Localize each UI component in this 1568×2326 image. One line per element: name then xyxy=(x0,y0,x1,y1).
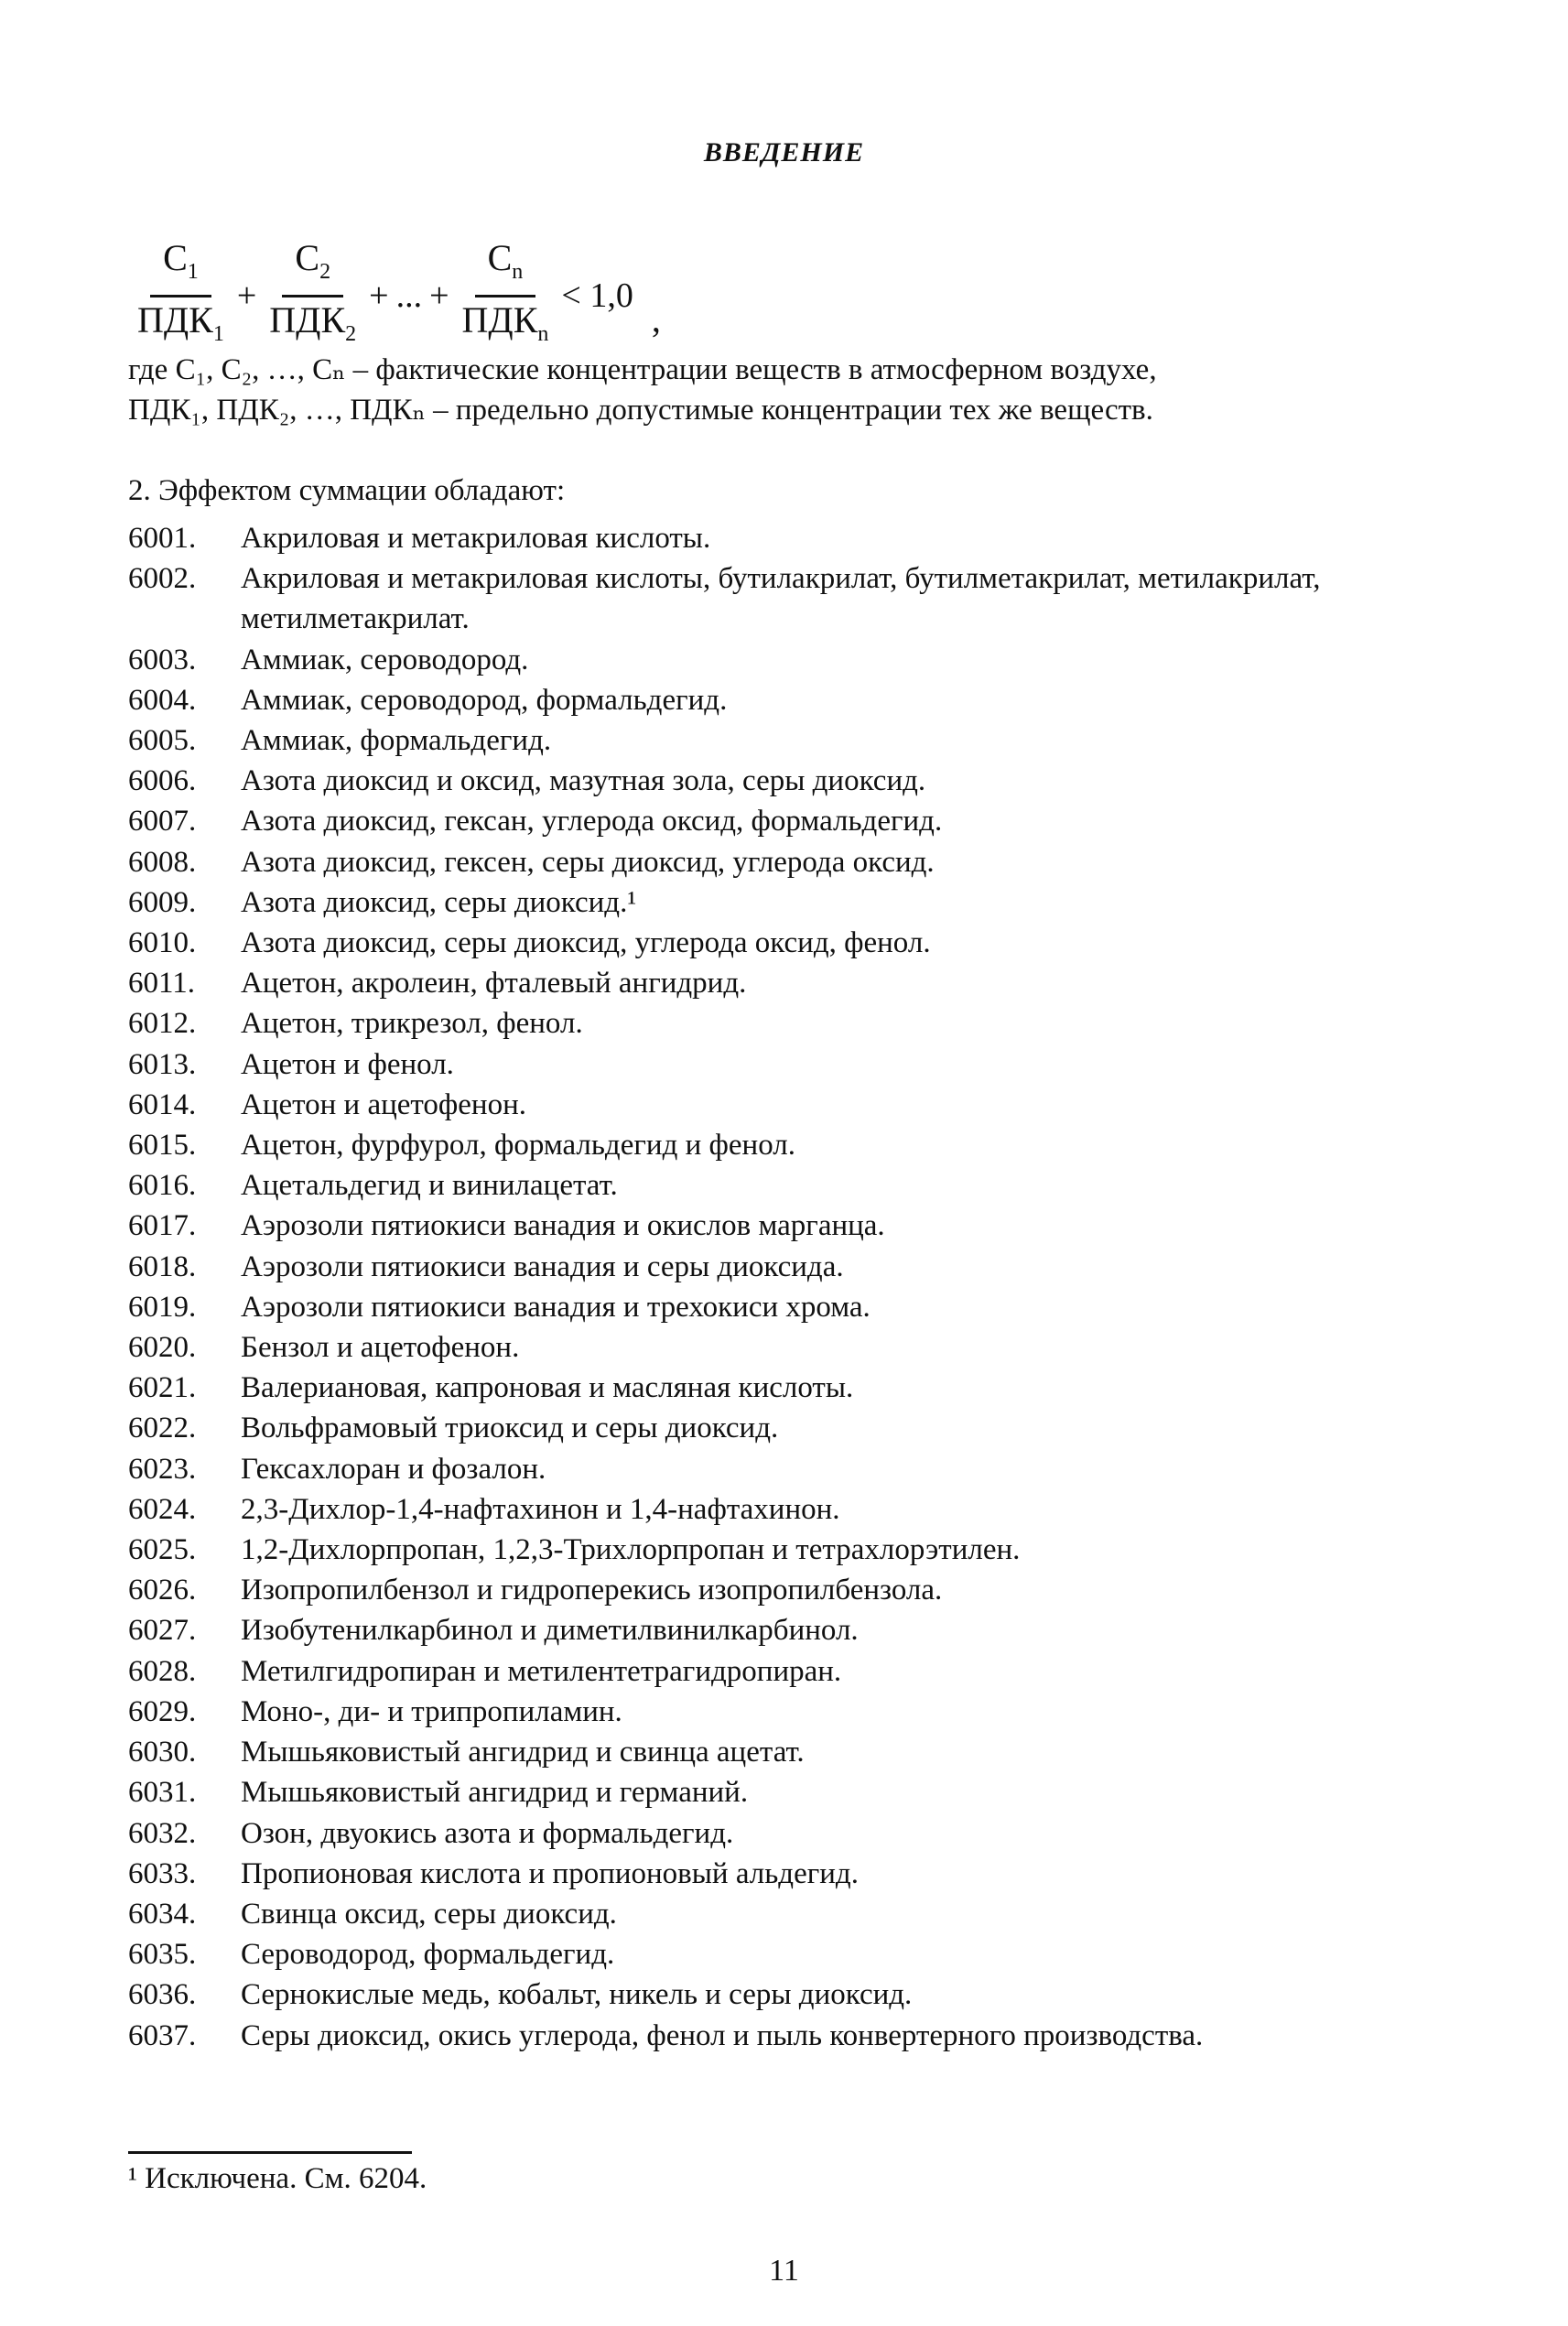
item-code: 6012. xyxy=(128,1007,197,1041)
item-text: Вольфрамовый триоксид и серы диоксид. xyxy=(241,1412,779,1445)
item-code: 6020. xyxy=(128,1331,197,1365)
item-code: 6029. xyxy=(128,1694,197,1728)
item-code: 6002. xyxy=(128,562,197,596)
item-code: 6036. xyxy=(128,1978,197,2012)
list-item xyxy=(128,2016,1474,2056)
list-item xyxy=(128,1206,1474,1246)
item-text: Аммиак, сероводород, формальдегид. xyxy=(241,683,728,717)
item-text: Азота диоксид, серы диоксид, углерода оксид, фенол. xyxy=(241,926,931,960)
list-item xyxy=(128,1570,1474,1610)
item-code: 6003. xyxy=(128,643,197,676)
list-item xyxy=(128,1974,1474,2015)
item-code: 6035. xyxy=(128,1938,197,1972)
item-text: Ацетон, трикрезол, фенол. xyxy=(241,1007,583,1041)
list-item xyxy=(128,1692,1474,1732)
item-code: 6025. xyxy=(128,1533,197,1567)
item-code: 6011. xyxy=(128,967,196,1001)
item-code: 6030. xyxy=(128,1736,197,1769)
list-item xyxy=(128,558,1474,639)
item-code: 6010. xyxy=(128,926,197,960)
list-title: 2. Эффектом суммации обладают: xyxy=(128,474,566,507)
item-code: 6015. xyxy=(128,1129,197,1163)
item-code: 6004. xyxy=(128,683,197,717)
item-code: 6013. xyxy=(128,1047,197,1081)
item-text: Свинца оксид, серы диоксид. xyxy=(241,1897,617,1931)
item-text: Изопропилбензол и гидроперекись изопропилбензола. xyxy=(241,1574,943,1607)
list-item xyxy=(128,1449,1474,1489)
item-text: Аэрозоли пятиокиси ванадия и серы диоксида. xyxy=(241,1250,844,1283)
list-item xyxy=(128,1247,1474,1287)
item-code: 6016. xyxy=(128,1169,197,1203)
formula-explanation xyxy=(128,350,1157,430)
item-text: Аммиак, сероводород. xyxy=(241,643,529,676)
fraction-2 xyxy=(264,237,362,355)
item-text: Озон, двуокись азота и формальдегид. xyxy=(241,1816,734,1850)
item-code: 6034. xyxy=(128,1897,197,1931)
item-text: Аэрозоли пятиокиси ванадия и трехокиси хрома. xyxy=(241,1290,871,1324)
item-text: Азота диоксид, серы диоксид.¹ xyxy=(241,885,637,919)
list-item xyxy=(128,1044,1474,1085)
list-item xyxy=(128,640,1474,680)
item-text: Аммиак, формальдегид. xyxy=(241,724,552,758)
item-text: Моно-, ди- и трипропиламин. xyxy=(241,1694,622,1728)
list-item xyxy=(128,1085,1474,1125)
list-item xyxy=(128,1489,1474,1530)
item-text: Аэрозоли пятиокиси ванадия и окислов марганца. xyxy=(241,1209,885,1243)
item-text: Изобутенилкарбинол и диметилвинилкарбинол. xyxy=(241,1614,859,1648)
list-item xyxy=(128,923,1474,963)
list-item xyxy=(128,1651,1474,1692)
page-number: 11 xyxy=(769,2254,799,2288)
item-code: 6032. xyxy=(128,1816,197,1850)
list-item xyxy=(128,720,1474,761)
item-code: 6017. xyxy=(128,1209,197,1243)
item-code: 6026. xyxy=(128,1574,197,1607)
item-text: Азота диоксид, гексен, серы диоксид, углерода оксид. xyxy=(241,845,935,879)
item-code: 6009. xyxy=(128,885,197,919)
list-item xyxy=(128,1408,1474,1448)
item-code: 6005. xyxy=(128,724,197,758)
fraction-2-numerator: $C_2$ xyxy=(282,237,343,298)
item-text: Гексахлоран и фозалон. xyxy=(241,1452,546,1486)
item-code: 6022. xyxy=(128,1412,197,1445)
item-code: 6031. xyxy=(128,1776,197,1810)
item-text: Ацетон, акролеин, фталевый ангидрид. xyxy=(241,967,747,1001)
fraction-1 xyxy=(132,237,230,355)
item-text: Сероводород, формальдегид. xyxy=(241,1938,615,1972)
item-text: 2,3-Дихлор-1,4-нафтахинон и 1,4-нафтахинон. xyxy=(241,1492,840,1526)
item-text: Ацетон и ацетофенон. xyxy=(241,1087,526,1121)
formula-comma: , xyxy=(651,298,661,340)
item-code: 6007. xyxy=(128,805,197,838)
item-text: Ацетон, фурфурол, формальдегид и фенол. xyxy=(241,1129,795,1163)
item-code: 6024. xyxy=(128,1492,197,1526)
list-item xyxy=(128,801,1474,841)
list-item xyxy=(128,1125,1474,1165)
list-item xyxy=(128,1772,1474,1812)
item-text: Серы диоксид, окись углерода, фенол и пыль конвертерного производства. xyxy=(241,2018,1204,2052)
item-code: 6001. xyxy=(128,522,197,555)
list-item xyxy=(128,842,1474,882)
list-item xyxy=(128,1287,1474,1327)
fraction-n-numerator: $C_n$ xyxy=(475,237,536,298)
list-item xyxy=(128,1327,1474,1368)
list-item xyxy=(128,1732,1474,1772)
list-item xyxy=(128,1934,1474,1974)
plus-sign: + xyxy=(369,276,389,315)
item-code: 6037. xyxy=(128,2018,197,2052)
item-code: 6028. xyxy=(128,1654,197,1688)
item-text: Акриловая и метакриловая кислоты, бутилакрилат, бутилметакрилат, метилакрилат, метилметакрилат. xyxy=(241,562,1321,636)
list-item xyxy=(128,1530,1474,1570)
fraction-1-numerator: $C_1$ xyxy=(150,237,211,298)
item-code: 6006. xyxy=(128,764,197,798)
ellipsis: ... xyxy=(395,276,423,315)
item-text: Валериановая, капроновая и масляная кислоты. xyxy=(241,1371,854,1405)
item-code: 6027. xyxy=(128,1614,197,1648)
inequality: < 1,0 xyxy=(561,276,633,315)
list-item xyxy=(128,1813,1474,1854)
summation-list xyxy=(128,518,1474,2056)
item-code: 6008. xyxy=(128,845,197,879)
item-code: 6021. xyxy=(128,1371,197,1405)
item-code: 6014. xyxy=(128,1087,197,1121)
item-text: Пропионовая кислота и пропионовый альдегид. xyxy=(241,1856,859,1890)
item-text: Азота диоксид и оксид, мазутная зола, серы диоксид. xyxy=(241,764,926,798)
item-text: Азота диоксид, гексан, углерода оксид, формальдегид. xyxy=(241,805,943,838)
fraction-1-denominator: $ПДК_1$ xyxy=(137,298,224,346)
item-text: Акриловая и метакриловая кислоты. xyxy=(241,522,711,555)
summation-formula xyxy=(128,236,661,346)
footnote: ¹ Исключена. См. 6204. xyxy=(128,2162,427,2195)
fraction-n xyxy=(457,237,555,355)
item-code: 6019. xyxy=(128,1290,197,1324)
item-text: Мышьяковистый ангидрид и германий. xyxy=(241,1776,749,1810)
item-text: 1,2-Дихлорпропан, 1,2,3-Трихлорпропан и тетрахлорэтилен. xyxy=(241,1533,1021,1567)
list-item xyxy=(128,1854,1474,1894)
list-item xyxy=(128,1894,1474,1934)
list-item xyxy=(128,963,1474,1003)
footnote-divider xyxy=(128,2151,412,2154)
item-text: Метилгидропиран и метилентетрагидропиран. xyxy=(241,1654,842,1688)
list-item xyxy=(128,882,1474,923)
item-text: Ацетальдегид и винилацетат. xyxy=(241,1169,618,1203)
item-text: Мышьяковистый ангидрид и свинца ацетат. xyxy=(241,1736,805,1769)
item-text: Бензол и ацетофенон. xyxy=(241,1331,520,1365)
item-code: 6023. xyxy=(128,1452,197,1486)
item-code: 6018. xyxy=(128,1250,197,1283)
formula-explanation-line-2: ПДК₁, ПДК₂, …, ПДКₙ – предельно допустимые концентрации тех же веществ. xyxy=(128,394,1153,427)
list-item xyxy=(128,1165,1474,1206)
plus-sign: + xyxy=(236,276,257,315)
list-item xyxy=(128,1610,1474,1650)
plus-sign: + xyxy=(429,276,449,315)
fraction-n-denominator: $ПДК_n$ xyxy=(461,298,549,346)
list-item xyxy=(128,1368,1474,1408)
page-header: ВВЕДЕНИЕ xyxy=(703,137,865,168)
fraction-2-denominator: $ПДК_2$ xyxy=(269,298,357,346)
item-code: 6033. xyxy=(128,1856,197,1890)
item-text: Ацетон и фенол. xyxy=(241,1047,454,1081)
list-item xyxy=(128,1003,1474,1044)
list-item xyxy=(128,761,1474,801)
item-text: Сернокислые медь, кобальт, никель и серы диоксид. xyxy=(241,1978,913,2012)
list-item xyxy=(128,518,1474,558)
list-item xyxy=(128,680,1474,720)
formula-explanation-line-1: где C₁, C₂, …, Cₙ – фактические концентрации веществ в атмосферном воздухе, xyxy=(128,353,1157,386)
